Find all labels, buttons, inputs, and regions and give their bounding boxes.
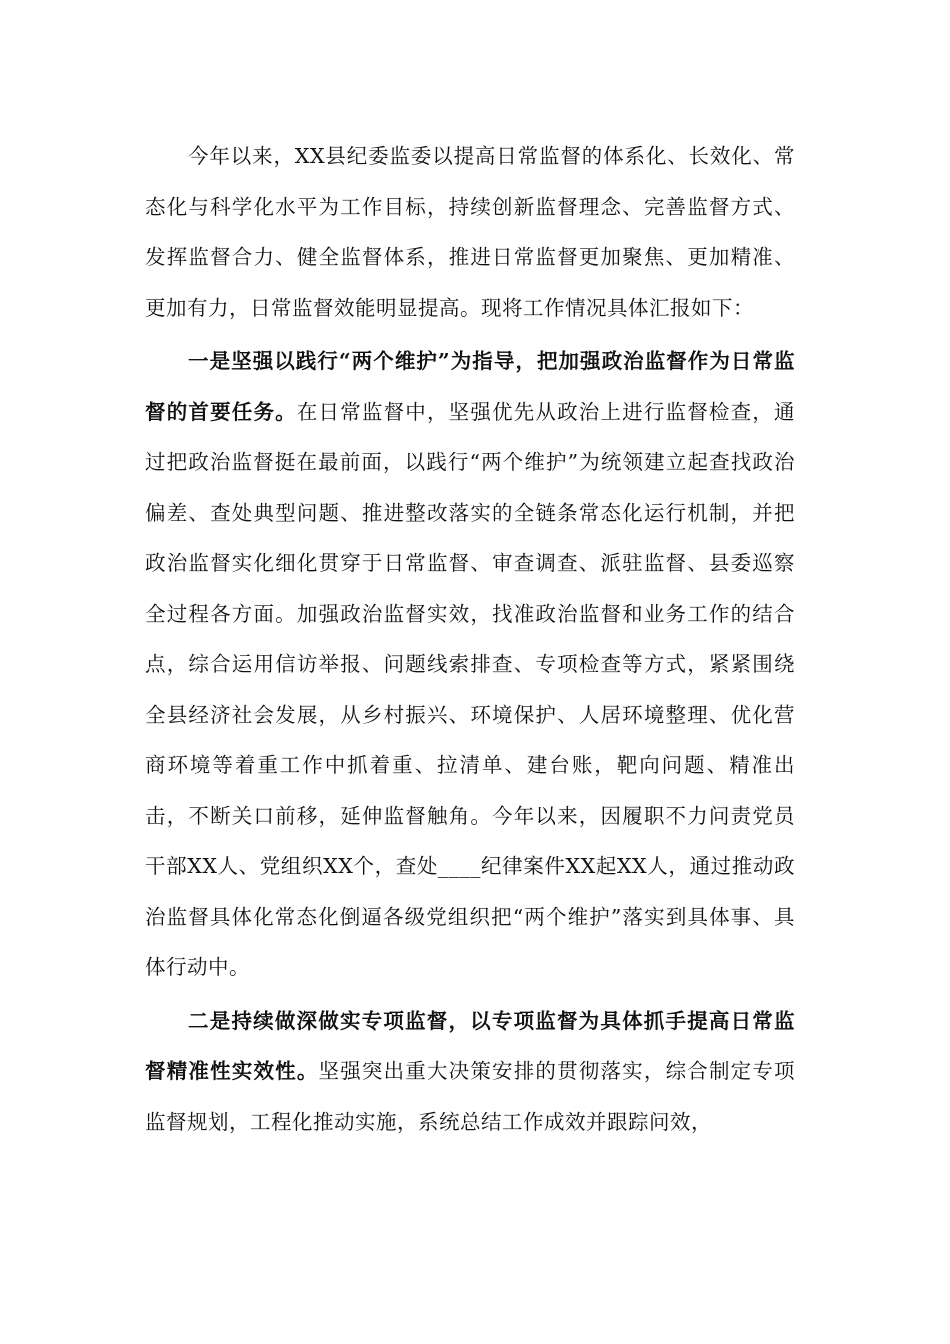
document-body <box>145 131 795 1150</box>
paragraph-intro <box>145 131 795 333</box>
paragraph-text: 今年以来，XX县纪委监委以提高日常监督的体系化、长效化、常态化与科学化水平为工作目标，持续创新监督理念、完善监督方式、发挥监督合力、健全监督体系，推进日常监督更加聚焦、更加精准、更加有力，日常监督效能明显提高。现将工作情况具体汇报如下： <box>145 144 795 320</box>
paragraph-text: 坚强突出重大决策安排的贯彻落实，综合制定专项监督规划，工程化推动实施，系统总结工作成效并跟踪问效， <box>145 1059 796 1134</box>
paragraph-lead: 一是坚强以践行“两个维护”为指导，把加强政治监督作为日常监督的首要任务。 <box>145 349 795 424</box>
paragraph-lead: 二是持续做深做实专项监督，以专项监督为具体抓手提高日常监督精准性实效性。 <box>145 1008 795 1083</box>
paragraph-special-supervision <box>145 996 795 1148</box>
paragraph-text: 在日常监督中，坚强优先从政治上进行监督检查，通过把政治监督挺在最前面，以践行“两个维护”为统领建立起查找政治偏差、查处典型问题、推进整改落实的全链条常态化运行机制，并把政治监督实化细化贯穿于日常监督、审查调查、派驻监督、县委巡察全过程各方面。加强政治监督实效，找准政治监督和业务工作的结合点，综合运用信访举报、问题线索排查、专项检查等方式，紧紧围绕全县经济社会发展，从乡村振兴、环境保护、人居环境整理、优化营商环境等着重工作中抓着重、拉清单、建台账，靶向问题、精准出击，不断关口前移，延伸监督触角。今年以来，因履职不力问责党员干部XX人、党组织XX个，查处____纪律案件XX起XX人，通过推动政治监督具体化常态化倒逼各级党组织把“两个维护”落实到具体事、具体行动中。 <box>145 399 795 979</box>
paragraph-political-supervision <box>145 336 795 993</box>
